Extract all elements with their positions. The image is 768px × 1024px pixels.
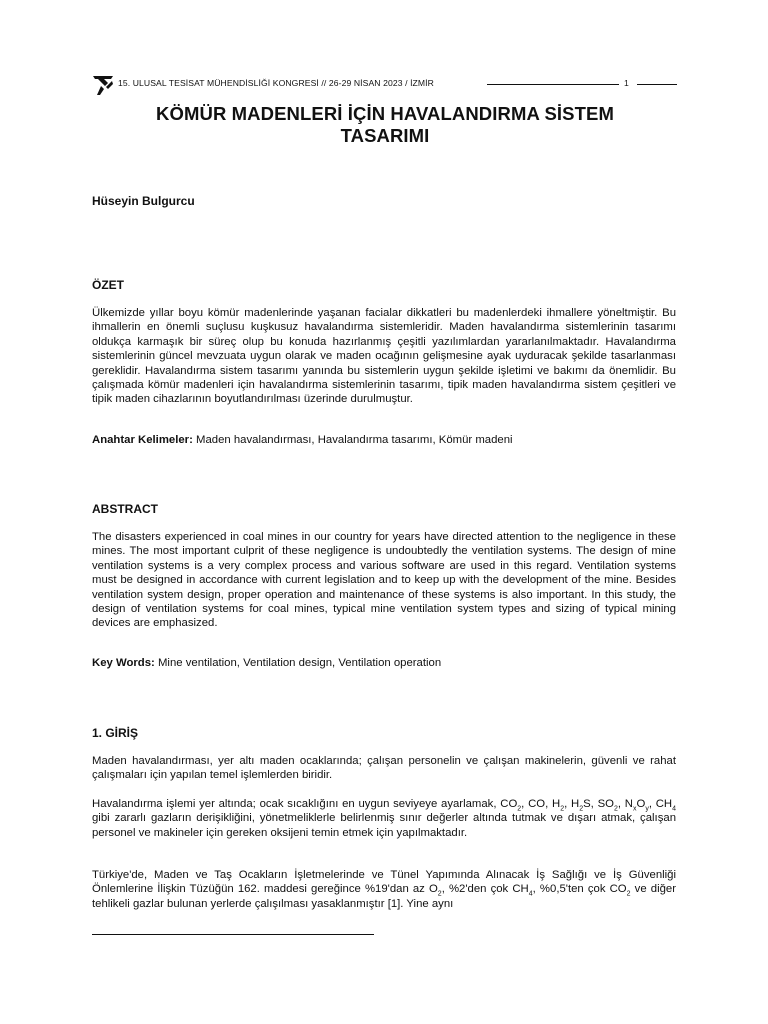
keywords-text: Mine ventilation, Ventilation design, Ventilation operation	[157, 657, 442, 669]
abstract-keywords	[92, 656, 676, 670]
giris-paragraph-1: Maden havalandırması, yer altı maden ocaklarında; çalışan personelin ve çalışan makinelerin, güvenli ve rahat çalışmaları için yapılan temel işlemlerden biridir.	[92, 755, 676, 782]
abstract-heading: ABSTRACT	[92, 502, 158, 516]
page-header	[92, 74, 678, 98]
conference-logo-icon	[92, 74, 114, 96]
title-line: TASARIMI	[340, 125, 430, 146]
title-line: KÖMÜR MADENLERİ İÇİN HAVALANDIRMA SİSTEM	[156, 103, 614, 124]
page-number: 1	[624, 78, 629, 88]
header-rule	[487, 84, 619, 85]
footnote-rule	[92, 934, 374, 935]
giris-paragraph-2: Havalandırma işlemi yer altında; ocak sıcaklığını en uygun seviyeye ayarlamak, $CO_2$, CO, $H_2$, $H_2S$, $SO_2$, $N_xO_y$, $CH_4$ gibi zararlı gazların derişikliğini, yönetmeliklerle belirlenmiş sınır değerler altında tutmak ve dışarı atmak, çalışan personel ve makineler için gereken oksijeni temin etmek için yapılmaktadır.	[92, 798, 677, 839]
ozet-keywords	[92, 433, 676, 447]
header-rule	[637, 84, 677, 85]
keywords-label: Key Words:	[92, 657, 155, 669]
abstract-body: The disasters experienced in coal mines in our country for years have directed attention to the negligence in these mines. The most important culprit of these negligence is undoubtedly the ventilation systems. The design of mine ventilation systems is a very complex process and various software are used in this regard. Ventilation systems must be designed in accordance with current legislation and to keep up with the development of the mine. Besides ventilation system design, proper operation and maintenance of these systems is also important. In this study, the design of ventilation systems for coal mines, typical mine ventilation system types and sizing of typical mining devices are emphasized.	[92, 531, 676, 630]
author-name: Hüseyin Bulgurcu	[92, 194, 195, 208]
giris-heading: 1. GİRİŞ	[92, 726, 139, 740]
paper-title	[92, 103, 678, 147]
giris-paragraph-3: Türkiye'de, Maden ve Taş Ocakların İşletmelerinde ve Tünel Yapımında Alınacak İş Sağlığı ve İş Güvenliği Önlemlerine İlişkin Tüzüğün 162. maddesi gereğince %19'dan az $O_2$, %2'den çok $CH_4$, %0,5'ten çok $CO_2$ ve diğer tehlikeli gazlar bulunan yerlerde çalışılması yasaklanmıştır [1]. Yine aynı	[92, 869, 676, 910]
conference-header-text: 15. ULUSAL TESİSAT MÜHENDİSLİĞİ KONGRESİ // 26-29 NİSAN 2023 / İZMİR	[118, 78, 434, 88]
ozet-body: Ülkemizde yıllar boyu kömür madenlerinde yaşanan facialar dikkatleri bu madenlerdeki ihmallere yöneltmiştir. Bu ihmallerin en önemli suçlusu kuşkusuz havalandırma sistemleridir. Maden havalandırma sistemlerinin tasarımı oldukça karmaşık bir süreç olup bu konuda hazırlanmış çeşitli yazılımlardan yararlanılmaktadır. Havalandırma sistemlerinin güncel mevzuata uygun olarak ve maden ocağının gelişmesine ayak uyduracak şekilde tasarlanması gereklidir. Havalandırma sistem tasarımı yanında bu sistemlerin uygun şekilde işletimi ve bakımı da önemlidir. Bu çalışmada kömür madenleri için havalandırma sistemlerinin tasarımı, tipik maden havalandırma sistem çeşitleri ve tipik maden cihazlarının boyutlandırılması üzerinde durulmuştur.	[92, 307, 676, 406]
keywords-text: Maden havalandırması, Havalandırma tasarımı, Kömür madeni	[196, 434, 513, 446]
ozet-heading: ÖZET	[92, 278, 124, 292]
keywords-label: Anahtar Kelimeler:	[92, 434, 193, 446]
